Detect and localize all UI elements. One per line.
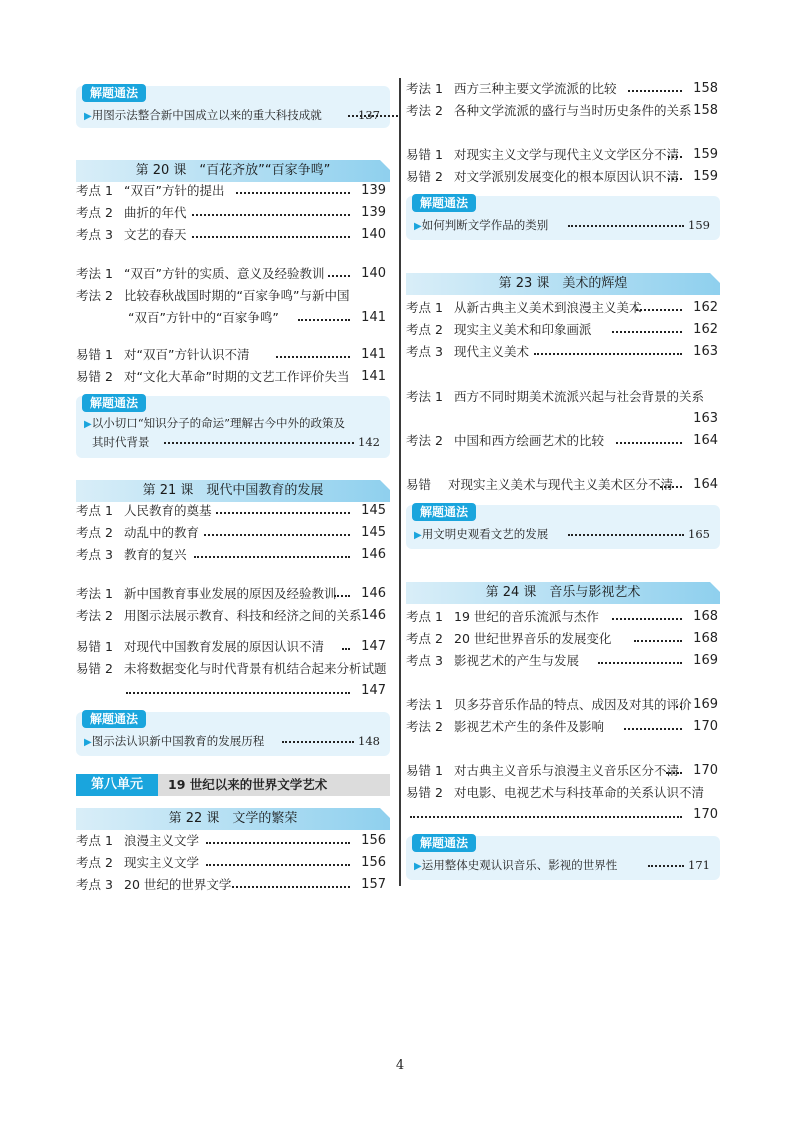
toc-entry[interactable]: 易错 1 对“双百”方针认识不清 141	[76, 347, 386, 362]
tip-box: 解题通法 ▶用文明史观看文艺的发展 165	[406, 505, 720, 549]
tip-tag: 解题通法	[82, 84, 146, 102]
toc-entry[interactable]: 易错 1 对古典主义音乐与浪漫主义音乐区分不清 170	[406, 763, 718, 778]
page-number: 4	[395, 1058, 405, 1073]
toc-entry[interactable]: 考法 1 西方不同时期美术流派兴起与社会背景的关系 163	[406, 389, 718, 426]
lesson-title: 第 24 课 音乐与影视艺术	[406, 582, 720, 604]
lesson-title: 第 22 课 文学的繁荣	[76, 808, 390, 830]
toc-entry[interactable]: 考法 2 各种文学流派的盛行与当时历史条件的关系 158	[406, 103, 718, 118]
toc-entry[interactable]: 考点 3 20 世纪的世界文学 157	[76, 877, 386, 892]
toc-entry[interactable]: 易错 2 对文学派别发展变化的根本原因认识不清 159	[406, 169, 718, 184]
toc-entry[interactable]: 考法 1 “双百”方针的实质、意义及经验教训 140	[76, 266, 386, 281]
toc-entry[interactable]: 考法 2 中国和西方绘画艺术的比较 164	[406, 433, 718, 448]
toc-entry[interactable]: 考点 3 影视艺术的产生与发展 169	[406, 653, 718, 668]
toc-entry[interactable]: 易错 2 对电影、电视艺术与科技革命的关系认识不清 170	[406, 785, 718, 822]
tip-tag: 解题通法	[412, 194, 476, 212]
toc-entry[interactable]: 考法 2 用图示法展示教育、科技和经济之间的关系 146	[76, 608, 386, 623]
triangle-icon: ▶	[84, 419, 92, 430]
toc-entry[interactable]: 考法 1 新中国教育事业发展的原因及经验教训 146	[76, 586, 386, 601]
toc-entry[interactable]: 考点 3 教育的复兴 146	[76, 547, 386, 562]
toc-entry[interactable]: 考点 3 现代主义美术 163	[406, 344, 718, 359]
unit-badge: 第八单元	[76, 774, 158, 796]
toc-entry[interactable]: 易错 1 对现实主义文学与现代主义文学区分不清 159	[406, 147, 718, 162]
toc-entry[interactable]: 考点 1 人民教育的奠基 145	[76, 503, 386, 518]
tip-box: 解题通法 ▶如何判断文学作品的类别 159	[406, 196, 720, 240]
toc-entry[interactable]: 考法 2 比较春秋战国时期的“百家争鸣”与新中国 “双百”方针中的“百家争鸣” 141	[76, 288, 386, 325]
toc-entry[interactable]: 考法 2 影视艺术产生的条件及影响 170	[406, 719, 718, 734]
tip-box: 解题通法 ▶以小切口“知识分子的命运”理解古今中外的政策及 其时代背景 142	[76, 396, 390, 458]
tip-box: 解题通法 ▶运用整体史观认识音乐、影视的世界性 171	[406, 836, 720, 880]
triangle-icon: ▶	[414, 221, 422, 232]
lesson-title: 第 20 课 “百花齐放”“百家争鸣”	[76, 160, 390, 182]
toc-entry[interactable]: 易错 2 对“文化大革命”时期的文艺工作评价失当 141	[76, 369, 386, 384]
tip-text: 用图示法整合新中国成立以来的重大科技成就	[91, 108, 322, 122]
triangle-icon: ▶	[414, 530, 422, 541]
toc-entry[interactable]: 考点 1 “双百”方针的提出 139	[76, 183, 386, 198]
unit-banner	[76, 774, 390, 796]
toc-entry[interactable]: 考点 2 20 世纪世界音乐的发展变化 168	[406, 631, 718, 646]
triangle-icon: ▶	[414, 861, 422, 872]
triangle-icon: ▶	[84, 737, 92, 748]
column-divider	[399, 78, 401, 886]
toc-entry[interactable]: 考法 1 西方三种主要文学流派的比较 158	[406, 81, 718, 96]
toc-entry[interactable]: 考点 1 19 世纪的音乐流派与杰作 168	[406, 609, 718, 624]
lesson-title: 第 23 课 美术的辉煌	[406, 273, 720, 295]
toc-entry[interactable]: 考点 1 从新古典主义美术到浪漫主义美术 162	[406, 300, 718, 315]
tip-page: 137	[358, 108, 380, 122]
toc-entry[interactable]: 考点 2 动乱中的教育 145	[76, 525, 386, 540]
toc-entry[interactable]: 易错 2 未将数据变化与时代背景有机结合起来分析试题 147	[76, 661, 387, 698]
tip-box: 解题通法 ▶图示法认识新中国教育的发展历程 148	[76, 712, 390, 756]
tip-box	[76, 86, 390, 128]
toc-entry[interactable]: 易错 1 对现代中国教育发展的原因认识不清 147	[76, 639, 386, 654]
toc-entry[interactable]: 易错 对现实主义美术与现代主义美术区分不清 164	[406, 477, 718, 492]
toc-entry[interactable]: 考点 3 文艺的春天 140	[76, 227, 386, 242]
tip-tag: 解题通法	[82, 394, 146, 412]
tip-tag: 解题通法	[412, 503, 476, 521]
tip-tag: 解题通法	[82, 710, 146, 728]
toc-entry[interactable]: 考点 1 浪漫主义文学 156	[76, 833, 386, 848]
tip-tag: 解题通法	[412, 834, 476, 852]
toc-entry[interactable]: 考点 2 曲折的年代 139	[76, 205, 386, 220]
toc-entry[interactable]: 考点 2 现实主义文学 156	[76, 855, 386, 870]
toc-entry[interactable]: 考点 2 现实主义美术和印象画派 162	[406, 322, 718, 337]
lesson-title: 第 21 课 现代中国教育的发展	[76, 480, 390, 502]
toc-entry[interactable]: 考法 1 贝多芬音乐作品的特点、成因及对其的评价 169	[406, 697, 718, 712]
unit-title: 19 世纪以来的世界文学艺术	[168, 777, 328, 792]
triangle-icon: ▶	[84, 111, 92, 122]
